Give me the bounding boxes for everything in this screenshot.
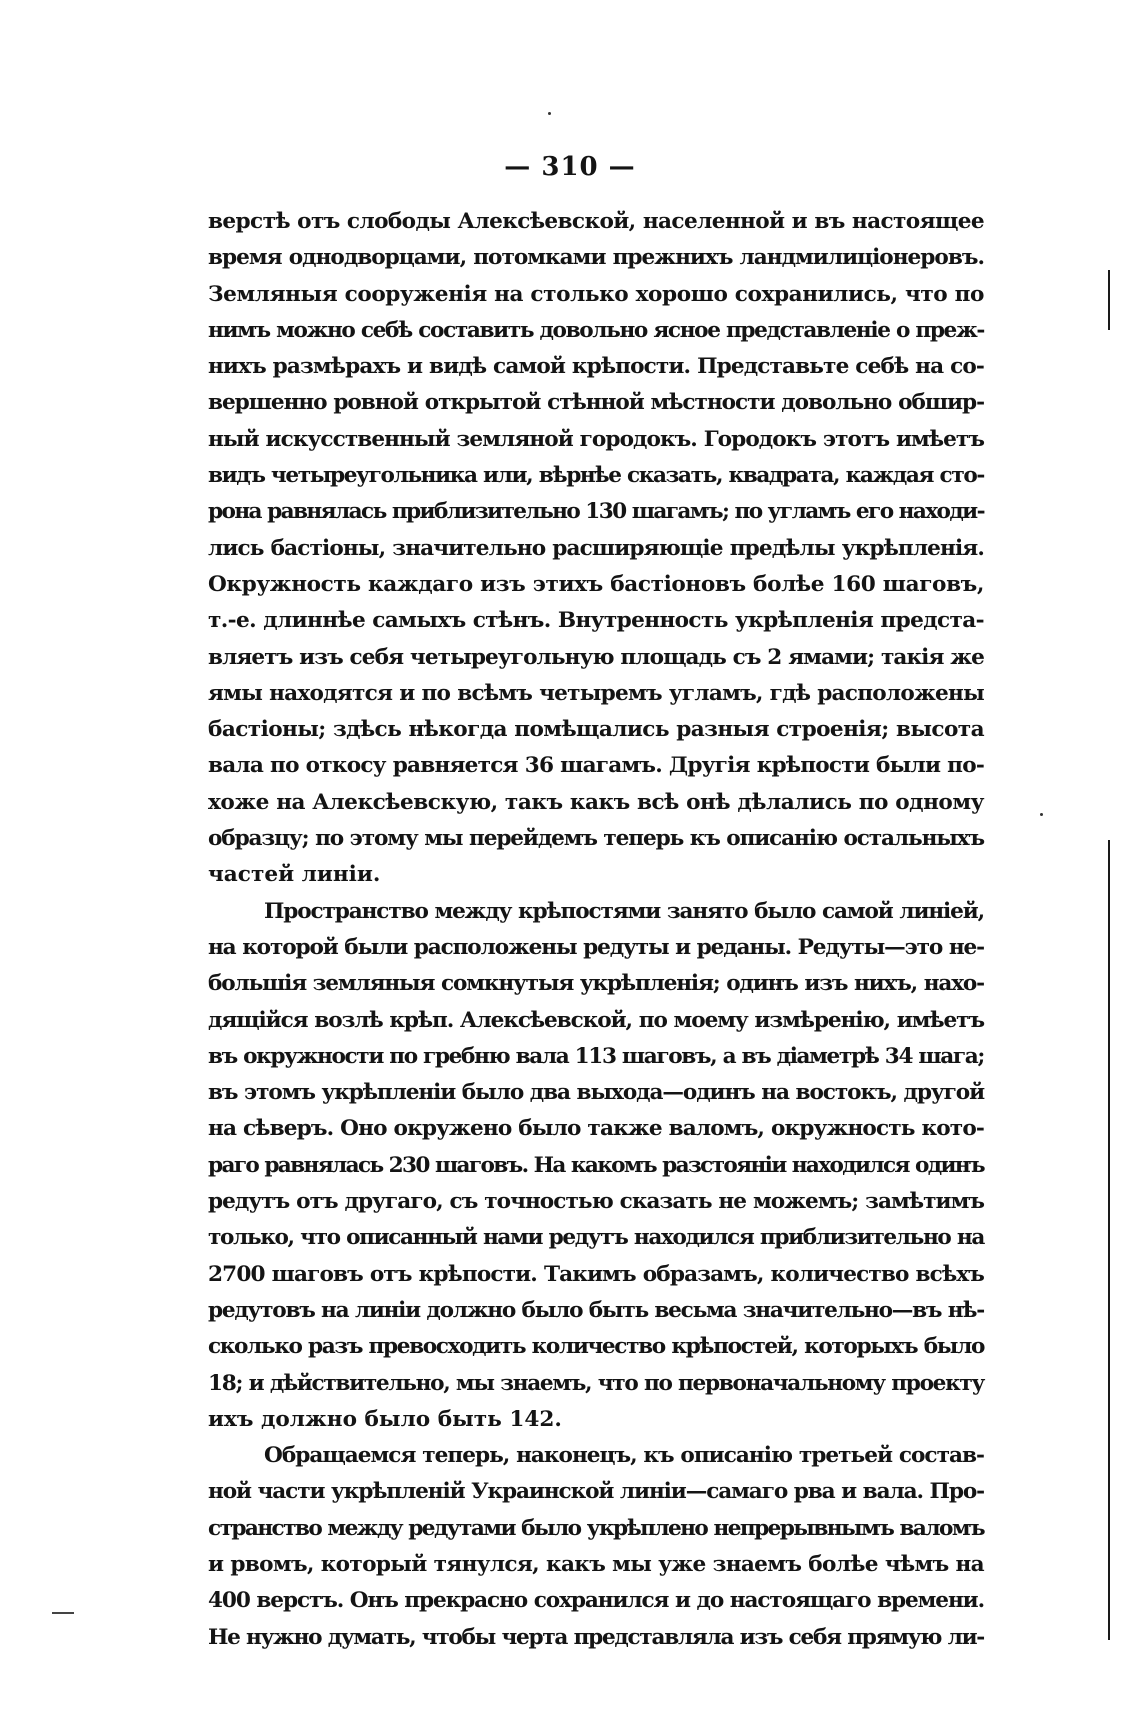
- text-line: на которой были расположены редуты и реданы. Редуты—это не-: [208, 934, 984, 960]
- page-number: — 310 —: [504, 152, 636, 182]
- scan-edge-line: [1108, 840, 1110, 1640]
- text-line: верстѣ отъ слободы Алексѣевской, населенной и въ настоящее: [208, 209, 984, 234]
- text-line: вляетъ изъ себя четыреугольную площадь съ 2 ямами; такiя же: [208, 644, 984, 670]
- text-line: странство между редутами было укрѣплено непрерывнымъ валомъ: [208, 1515, 984, 1541]
- text-line: большiя земляныя сомкнутыя укрѣпленiя; одинъ изъ нихъ, нахо-: [208, 971, 984, 997]
- text-line: редутовъ на линiи должно было быть весьма значительно—въ нѣ-: [208, 1297, 984, 1323]
- text-line: вершенно ровной открытой стѣнной мѣстности довольно обшир-: [208, 390, 984, 416]
- text-line: т.-е. длиннѣе самыхъ стѣнъ. Внутренность укрѣпленiя предста-: [208, 608, 984, 634]
- text-line: сколько разъ превосходить количество крѣпостей, которыхъ было: [208, 1334, 984, 1360]
- text-line: ный искусственный земляной городокъ. Городокъ этотъ имѣетъ: [208, 426, 984, 452]
- text-line: ихъ должно было быть 142.: [208, 1406, 562, 1432]
- text-line: рона равнялась приблизительно 130 шагамъ; по угламъ его находи-: [208, 499, 984, 525]
- paragraph-3: [208, 1438, 984, 1656]
- text-line: ной части укрѣпленiй Украинской линiи—самаго рва и вала. Про-: [208, 1479, 984, 1505]
- text-line: время однодворцами, потомками прежнихъ ландмилицiонеровъ.: [208, 245, 984, 271]
- text-line: бастiоны; здѣсь нѣкогда помѣщались разныя строенiя; высота: [208, 717, 984, 743]
- text-line: лись бастiоны, значительно расширяющiе предѣлы укрѣпленiя.: [208, 535, 984, 561]
- scan-speck: [548, 112, 551, 115]
- scan-speck: [1040, 813, 1043, 816]
- text-line: дящiйся возлѣ крѣп. Алексѣевской, по моему измѣренiю, имѣетъ: [208, 1007, 984, 1033]
- text-line: частей линiи.: [208, 862, 381, 888]
- scan-edge-mark: [52, 1612, 74, 1614]
- text-line: вала по откосу равняется 36 шагамъ. Другiя крѣпости были по-: [208, 753, 984, 779]
- text-line: въ этомъ укрѣпленiи было два выхода—одинъ на востокъ, другой: [208, 1080, 984, 1106]
- text-line: раго равнялась 230 шаговъ. На какомъ разстоянiи находился одинъ: [208, 1152, 984, 1178]
- text-line: Земляныя сооруженiя на столько хорошо сохранились, что по: [208, 281, 984, 307]
- body-text: [208, 204, 984, 1656]
- text-line: Пространство между крѣпостями занято было самой линiей,: [264, 898, 984, 924]
- text-line: на сѣверъ. Оно окружено было также валомъ, окружность кото-: [208, 1116, 984, 1142]
- text-line: нихъ размѣрахъ и видѣ самой крѣпости. Представьте себѣ на со-: [208, 354, 984, 380]
- scan-edge-line: [1108, 270, 1110, 330]
- paragraph-1: [208, 204, 984, 894]
- text-line: 400 верстъ. Онъ прекрасно сохранился и до настоящаго времени.: [208, 1588, 984, 1614]
- text-line: редутъ отъ другаго, съ точностью сказать не можемъ; замѣтимъ: [208, 1189, 984, 1215]
- text-line: только, что описанный нами редутъ находился приблизительно на: [208, 1225, 984, 1251]
- text-line: Не нужно думать, чтобы черта представляла изъ себя прямую ли-: [208, 1624, 984, 1650]
- paragraph-2: [208, 894, 984, 1438]
- text-line: хоже на Алексѣевскую, такъ какъ всѣ онѣ дѣлались по одному: [208, 789, 984, 815]
- text-line: ямы находятся и по всѣмъ четыремъ угламъ, гдѣ расположены: [208, 680, 984, 706]
- text-line: 2700 шаговъ отъ крѣпости. Такимъ образамъ, количество всѣхъ: [208, 1261, 984, 1287]
- text-line: видъ четыреугольника или, вѣрнѣе сказать, квадрата, каждая сто-: [208, 463, 984, 489]
- text-line: въ окружности по гребню вала 113 шаговъ, а въ дiаметрѣ 34 шага;: [208, 1043, 984, 1069]
- text-line: нимъ можно себѣ составить довольно ясное представленiе о преж-: [208, 317, 984, 343]
- text-line: Обращаемся теперь, наконецъ, къ описанiю третьей состав-: [264, 1443, 984, 1469]
- text-line: 18; и дѣйствительно, мы знаемъ, что по первоначальному проекту: [208, 1370, 984, 1396]
- text-line: Окружность каждаго изъ этихъ бастiоновъ болѣе 160 шаговъ,: [208, 571, 984, 597]
- text-line: и рвомъ, который тянулся, какъ мы уже знаемъ болѣе чѣмъ на: [208, 1551, 984, 1577]
- text-line: образцу; по этому мы перейдемъ теперь къ описанiю остальныхъ: [208, 826, 984, 852]
